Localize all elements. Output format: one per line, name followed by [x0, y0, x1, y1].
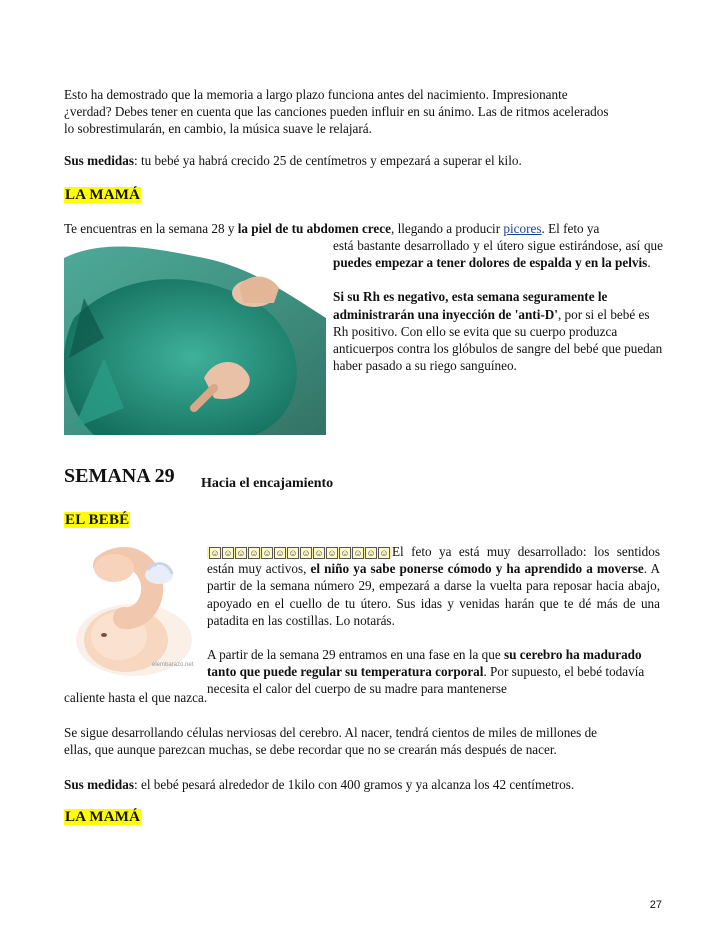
text-run: El feto ya está muy desarrollado: los sentidos están muy activos, [207, 544, 660, 577]
medidas-label: Sus medidas [64, 153, 134, 168]
emoticon-strip [207, 547, 392, 559]
section-heading: LA MAMÁ [65, 187, 141, 203]
emoticon-icon: ☺ [379, 547, 389, 558]
intro-line-2: ¿verdad? Debes tener en cuenta que las canciones pueden influir en su ánimo. Las de ritmos acelerados [64, 104, 609, 120]
emoticon-icon: ☺ [366, 547, 376, 558]
neuronas-paragraph [64, 724, 674, 758]
rh-paragraph [333, 288, 663, 374]
medidas-label: Sus medidas [64, 777, 134, 792]
medidas-29 [64, 776, 574, 793]
text-run: está bastante desarrollado y el útero sigue estirándose, así que [333, 238, 663, 253]
intro-line-3: lo sobrestimularán, en cambio, la música suave le relajará. [64, 121, 372, 137]
week-subtitle: Hacia el encajamiento [201, 476, 334, 491]
mama-body-paragraph [333, 237, 663, 374]
emoticon-icon: ☺ [262, 547, 272, 558]
watermark-text: elembarazo.net [152, 662, 194, 668]
picores-link[interactable]: picores [503, 221, 542, 236]
pregnant-woman-photo [64, 238, 326, 435]
emoticon-icon: ☺ [327, 547, 337, 558]
emoticon-icon: ☺ [340, 547, 350, 558]
section-heading: LA MAMÁ [65, 809, 141, 825]
bold-run: la piel de tu abdomen crece [237, 221, 391, 236]
emoticon-icon: ☺ [275, 547, 285, 558]
bebe-p2-text [207, 646, 660, 698]
emoticon-icon: ☺ [301, 547, 311, 558]
mama-heading-2 [64, 808, 141, 826]
text-run: . [647, 255, 651, 271]
bold-run: Si su Rh es negativo, esta semana seguramente le administrarán una inyección de 'anti-D' [333, 289, 608, 322]
neuronas-line-2: ellas, que aunque parezcan muchas, se debe recordar que no se crearán más después de nacer. [64, 742, 557, 758]
text-run: . Por supuesto, el bebé todavía necesita el calor del cuerpo de su madre para mantenerse [207, 664, 645, 697]
bold-run: el niño ya sabe ponerse cómodo y ha aprendido a moverse [310, 561, 644, 577]
section-heading: EL BEBÉ [65, 512, 130, 528]
bebe-p2-tail: caliente hasta el que nazca. [64, 690, 208, 705]
week-29-subtitle [201, 474, 333, 492]
page-number: 27 [649, 899, 662, 911]
fetus-illustration [64, 540, 204, 680]
text-run: . El feto ya [541, 221, 600, 236]
week-29-title [64, 465, 175, 487]
bold-run: puedes empezar a tener dolores de espalda y en la pelvis [333, 255, 648, 271]
medidas-28 [64, 152, 522, 169]
medidas-text: : el bebé pesará alrededor de 1kilo con 400 gramos y ya alcanza los 42 centímetros. [134, 777, 575, 792]
mama-heading-1 [64, 186, 141, 204]
bebe-p1-text [207, 543, 660, 629]
emoticon-icon: ☺ [249, 547, 259, 558]
emoticon-icon: ☺ [288, 547, 298, 558]
emoticon-icon: ☺ [210, 547, 220, 558]
emoticon-icon: ☺ [236, 547, 246, 558]
text-run: , llegando a producir [390, 221, 504, 236]
mama-body-text [333, 237, 663, 271]
text-run: , por si el bebé es Rh positivo. Con ello se evita que su cuerpo produzca anticuerpos contra los glóbulos de sangre del bebé que puedan haber pasado a su riego sanguíneo. [333, 306, 663, 374]
bebe-paragraph-1 [207, 543, 660, 698]
text-run: A partir de la semana 29 entramos en una fase en la que [207, 647, 504, 663]
week-title: SEMANA 29 [64, 465, 175, 487]
intro-paragraph [64, 86, 674, 138]
bebe-heading [64, 511, 130, 529]
emoticon-icon: ☺ [223, 547, 233, 558]
text-run: . A partir de la semana número 29, empezará a darse la vuelta para reposar hacia abajo, apoyado en el cuello de tu útero. Sus idas y venidas harán que te dé más de una patadita en las costillas. Lo notarás. [207, 561, 661, 628]
bold-run: su cerebro ha madurado tanto que puede regular su temperatura corporal [207, 647, 642, 680]
text-run: Te encuentras en la semana 28 y [64, 221, 238, 236]
intro-line-1: Esto ha demostrado que la memoria a largo plazo funciona antes del nacimiento. Impresionante [64, 87, 568, 102]
emoticon-icon: ☺ [314, 547, 324, 558]
medidas-text: : tu bebé ya habrá crecido 25 de centímetros y empezará a superar el kilo. [134, 153, 522, 168]
mama-intro-line [64, 220, 664, 237]
neuronas-line-1: Se sigue desarrollando células nerviosas del cerebro. Al nacer, tendrá cientos de miles de millones de [64, 725, 598, 740]
emoticon-icon: ☺ [353, 547, 363, 558]
